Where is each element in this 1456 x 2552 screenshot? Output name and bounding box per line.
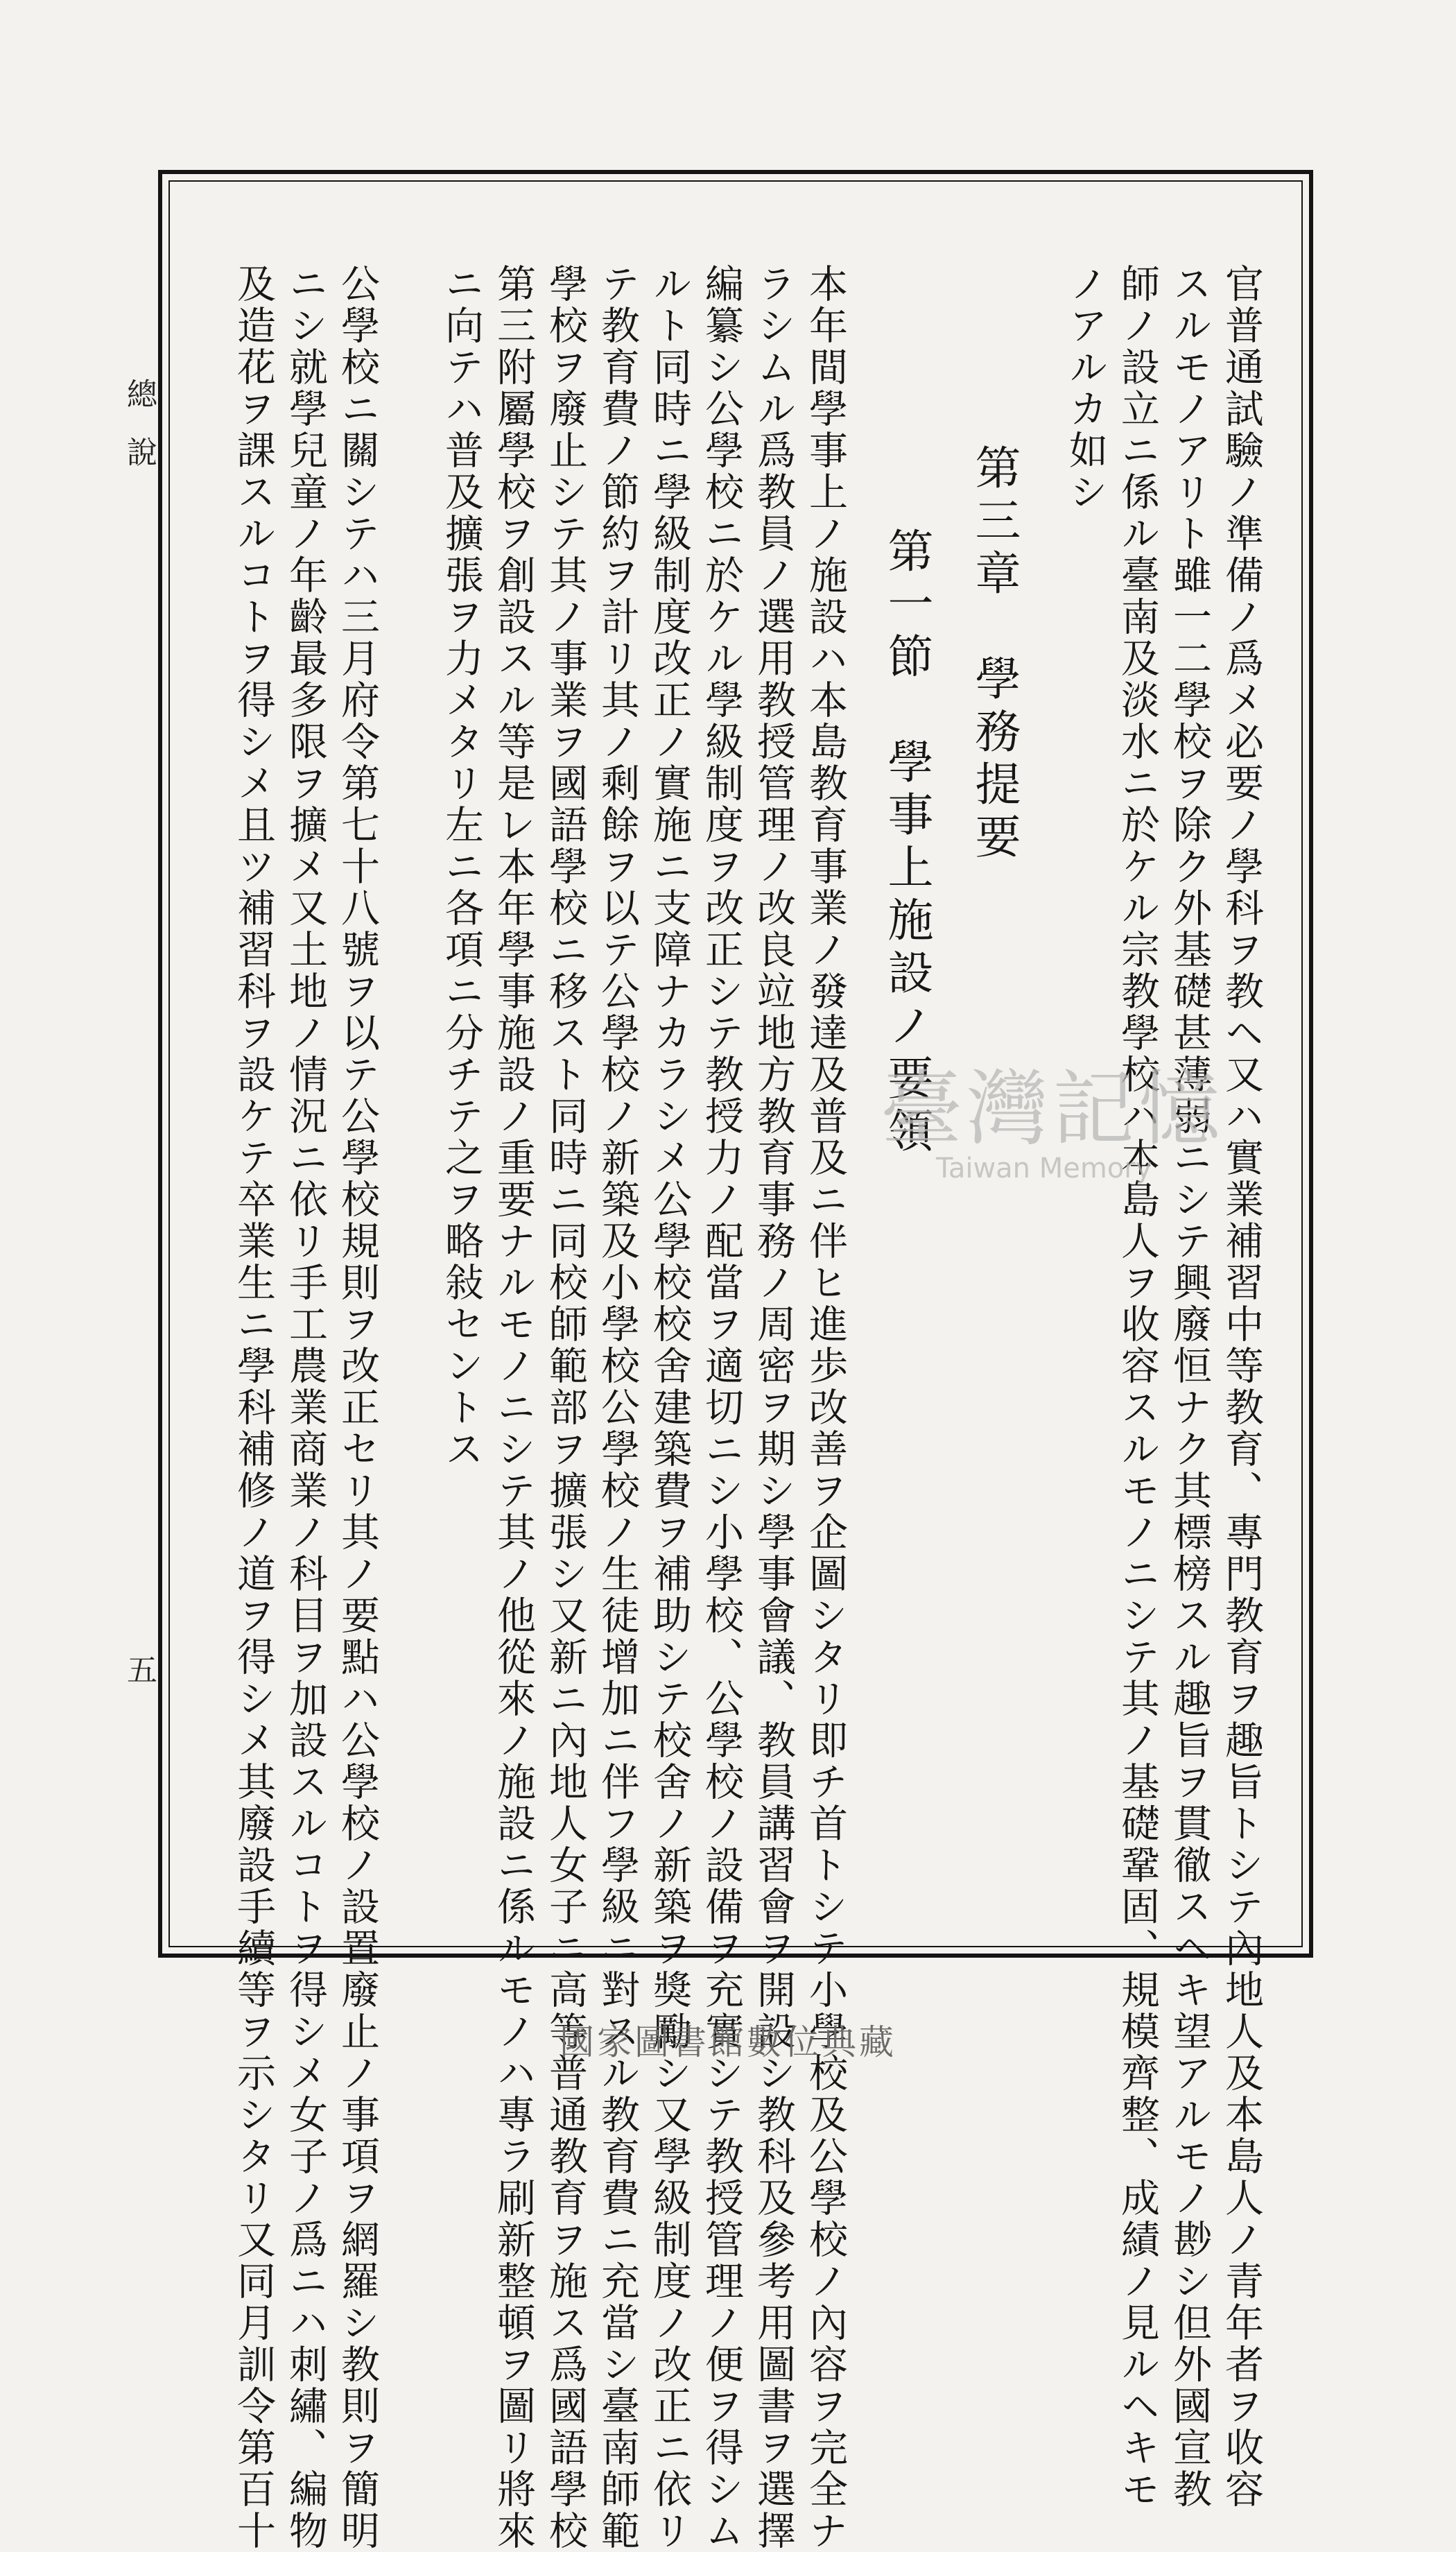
text-column-17: 及造花ヲ課スルコトヲ得シメ且ツ補習科ヲ設ケテ卒業生ニ學科補修ノ道ヲ得シメ其廢設手續等ヲ示シタリ又同月訓令第百十 — [231, 264, 276, 2552]
text-column-14: ニ向テハ普及擴張ヲ力メタリ左ニ各項ニ分チテ之ヲ略敍セントス — [439, 264, 484, 1470]
page-number: 五 — [121, 1654, 157, 1684]
text-column-1: 官普通試驗ノ準備ノ爲メ必要ノ學科ヲ教ヘ又ハ實業補習中等教育、專門教育ヲ趣旨トシテ內地人及本島人ノ青年者ヲ收容 — [1219, 264, 1264, 2510]
text-column-2: スルモノアリト雖一二學校ヲ除ク外基礎甚薄弱ニシテ興廢恒ナク其標榜スル趣旨ヲ貫徹スヘキ望アルモノ尠シ但外國宣教 — [1167, 264, 1212, 2510]
text-column-4: ノアルカ如シ — [1063, 264, 1108, 513]
chapter-heading: 第三章 學務提要 — [967, 444, 1021, 865]
footer-credit: 國家圖書館數位典藏 — [560, 2022, 896, 2062]
watermark-english: Taiwan Memory — [936, 1153, 1152, 1184]
text-column-3: 師ノ設立ニ係ル臺南及淡水ニ於ケル宗教學校ハ本島人ヲ收容スルモノニシテ其ノ基礎鞏固、規模齊整、成績ノ見ルヘキモ — [1115, 264, 1160, 2510]
section-heading: 第一節 學事上施設ノ要領 — [880, 527, 933, 1159]
text-column-13: 第三附屬學校ヲ創設スル等是レ本年學事施設ノ重要ナルモノニシテ其ノ他從來ノ施設ニ係ルモノハ專ラ刷新整頓ヲ圖リ將來 — [491, 264, 536, 2552]
text-column-9: 編纂シ公學校ニ於ケル學級制度ヲ改正シテ教授力ノ配當ヲ適切ニシ小學校、公學校ノ設備ヲ充實シテ教授管理ノ便ヲ得シム — [699, 264, 744, 2552]
text-column-7: 本年間學事上ノ施設ハ本島教育事業ノ發達及普及ニ伴ヒ進歩改善ヲ企圖シタリ即チ首トシテ小學校及公學校ノ內容ヲ完全ナ — [803, 264, 848, 2552]
text-column-12: 學校ヲ廢止シテ其ノ事業ヲ國語學校ニ移スト同時ニ同校師範部ヲ擴張シ又新ニ內地人女子ニ高等普通教育ヲ施ス爲國語學校 — [543, 264, 588, 2552]
watermark-chinese: 臺灣記憶 — [881, 1061, 1225, 1157]
text-column-10: ルト同時ニ學級制度改正ノ實施ニ支障ナカラシメ公學校校舍建築費ヲ補助シテ校舍ノ新築ヲ獎勵シ又學級制度ノ改正ニ依リ — [647, 264, 692, 2552]
text-column-8: ラシムル爲教員ノ選用教授管理ノ改良竝地方教育事務ノ周密ヲ期シ學事會議、教員講習會ヲ開設シ教科及參考用圖書ヲ選擇 — [751, 264, 796, 2552]
text-column-16: ニシ就學兒童ノ年齡最多限ヲ擴メ又土地ノ情況ニ依リ手工農業商業ノ科目ヲ加設スルコトヲ得シメ女子ノ爲ニハ刺繡、編物 — [283, 264, 328, 2552]
section-label: 總說 — [121, 378, 157, 494]
text-column-11: テ教育費ノ節約ヲ計リ其ノ剩餘ヲ以テ公學校ノ新築及小學校公學校ノ生徒增加ニ伴フ學級ニ對スル教育費ニ充當シ臺南師範 — [595, 264, 640, 2552]
text-column-15: 公學校ニ關シテハ三月府令第七十八號ヲ以テ公學校規則ヲ改正セリ其ノ要點ハ公學校ノ設置廢止ノ事項ヲ網羅シ教則ヲ簡明 — [335, 264, 380, 2552]
